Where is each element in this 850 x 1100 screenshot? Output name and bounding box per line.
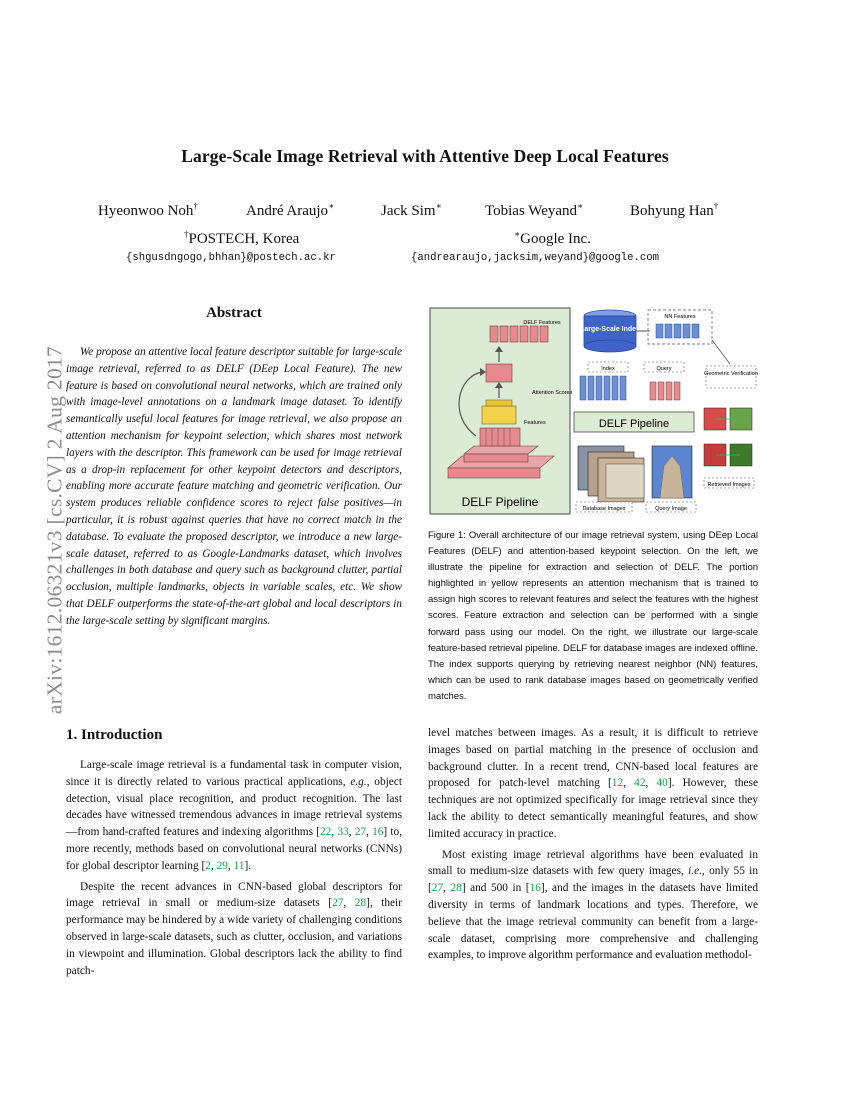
query-image <box>652 446 692 498</box>
features-label: Features <box>524 420 546 426</box>
intro-paragraph-1: Large-scale image retrieval is a fundamental task in computer vision, since it is directly related to various practical applications, e.g., object detection, visual place recognition, and product recognition. The last decades have witnessed tremendous advances in image retrieval systems—from hand-crafted features and indexing algorithms [22, 33, 27, 16] to, more recently, methods based on convolutional neural networks (CNNs) for global descriptor learning [2, 29, 11]. <box>66 759 403 872</box>
nn-feature-row <box>656 324 699 338</box>
right-pipeline-label: DELF Pipeline <box>598 418 670 430</box>
feature-layer-2 <box>464 446 538 454</box>
index-label: Large-Scale Index <box>580 326 640 333</box>
left-pipeline-label: DELF Pipeline <box>461 495 539 509</box>
cnn-blocks <box>480 428 520 446</box>
arxiv-identifier: arXiv:1612.06321v3 [cs.CV] 2 Aug 2017 <box>42 345 67 715</box>
citation-link[interactable]: 27 <box>431 882 444 895</box>
citation-link[interactable]: 27 <box>354 826 367 839</box>
query-box-label: Query <box>656 366 672 372</box>
database-image-stack <box>578 446 644 502</box>
intro-paragraph-3: level matches between images. As a result, it is difficult to retrieve images based on partial matching in the presence of occlusion and background clutter. In a recent trend, CNN-based local features are proposed for patch-level matching [12, 42, 40]. However, these techniques are not optimized specifically for image retrieval since they lack the ability to detect semantically meaningful features, and show limited accuracy in practice. <box>428 727 759 840</box>
citation-link[interactable]: 29 <box>216 859 228 872</box>
author-4: Tobias Weyand∗ <box>485 201 584 219</box>
intro-left-column <box>66 757 402 979</box>
citation-link[interactable]: 16 <box>529 882 541 895</box>
intro-right-column <box>428 725 758 964</box>
section-heading-introduction: 1. Introduction <box>66 727 163 743</box>
citation-link[interactable]: 16 <box>372 826 384 839</box>
author-3: Jack Sim∗ <box>381 201 442 219</box>
feature-layer-2-front <box>464 454 528 462</box>
figure-1 <box>428 306 758 518</box>
author-1: Hyeonwoo Noh† <box>98 201 198 219</box>
retrieved-label: Retrieved Images <box>707 482 751 488</box>
query-image-label: Query Image <box>655 506 687 512</box>
figure-caption: Figure 1: Overall architecture of our image retrieval system, using DEep Local Features (DELF) and attention-based keypoint selection. On the left, we illustrate the pipeline for extraction and selection of DELF. The portion highlighted in yellow represents an attention mechanism that is trained to assign high scores to relevant features and select the features with the highest scores. Feature extraction and selection can be performed with a single forward pass using our model. On the right, we illustrate our large-scale feature-based retrieval pipeline. DELF for database images are indexed offline. The index supports querying by retrieving nearest neighbor (NN) features, which can be used to rank database images based on geometrically verified matches. <box>428 530 758 702</box>
abstract-text: We propose an attentive local feature descriptor suitable for large-scale image retrieval, referred to as DELF (DEep Local Feature). The new feature is based on convolutional neural networks, which are trained only with image-level annotations on a landmark image dataset. To identify semantically useful local features for image retrieval, we also propose an attention mechanism for keypoint selection, which shares most network layers with the descriptor. This framework can be used for image retrieval as a drop-in replacement for other keypoint detectors and descriptors, enabling more accurate feature matching and geometric verification. Our system produces reliable confidence scores to reject false positives—in particular, it is robust against queries that have no correct match in the database. To evaluate the proposed descriptor, we introduce a new large-scale dataset, referred to as Google-Landmarks dataset, which involves challenges in both database and query such as background clutter, partial occlusion, multiple landmarks, objects in variable scales, etc. We show that DELF outperforms the state-of-the-art global and local descriptors in the large-scale setting by significant margins. <box>66 346 402 627</box>
citation-link[interactable]: 33 <box>337 826 349 839</box>
intro-paragraph-2: Despite the recent advances in CNN-based global descriptors for image retrieval in small or medium-size datasets [27, 28], their performance may be hindered by a wide variety of challenging conditions observed in large-scale datasets, such as clutter, occlusion, and variations in viewpoint and illumination. Global descriptors lack the ability to find patch- <box>66 880 402 977</box>
attention-block <box>482 406 516 424</box>
citation-link[interactable]: 11 <box>233 859 245 872</box>
paper-title: Large-Scale Image Retrieval with Attentive Deep Local Features <box>181 146 669 166</box>
affiliation-google: ∗Google Inc. <box>514 229 591 247</box>
citation-link[interactable]: 27 <box>332 897 344 910</box>
geometric-label: Geometric Verification <box>704 371 758 377</box>
feature-layer-base-front <box>448 468 540 478</box>
citation-link[interactable]: 12 <box>611 777 624 790</box>
author-2: André Araujo∗ <box>246 201 335 219</box>
selected-features-block <box>486 364 512 382</box>
query-feature-stack <box>650 382 680 400</box>
citation-link[interactable]: 28 <box>354 897 367 910</box>
geometric-verification-box <box>706 366 756 388</box>
database-label: Database Images <box>582 506 626 512</box>
index-feature-stack <box>580 376 626 400</box>
delf-features-label: DELF Features <box>523 320 561 326</box>
author-5: Bohyung Han† <box>630 201 719 219</box>
nn-features-label: NN Features <box>664 314 696 320</box>
citation-link[interactable]: 42 <box>634 777 646 790</box>
architecture-diagram <box>428 306 758 518</box>
citation-link[interactable]: 2 <box>205 859 211 872</box>
retrieved-image-grid <box>704 408 752 466</box>
citation-link[interactable]: 28 <box>450 882 462 895</box>
abstract-heading: Abstract <box>206 305 262 321</box>
citation-link[interactable]: 22 <box>320 826 332 839</box>
email-postech: {shgusdngogo,bhhan}@postech.ac.kr <box>126 252 336 264</box>
affiliation-postech: †POSTECH, Korea <box>184 229 300 247</box>
citation-link[interactable]: 40 <box>656 777 668 790</box>
index-box-label: Index <box>601 366 615 372</box>
attention-scores-label: Attention Scores <box>532 390 573 396</box>
intro-paragraph-4: Most existing image retrieval algorithms have been evaluated in small to medium-size datasets with few query images, i.e., only 55 in [27, 28] and 500 in [16], and the images in the datasets have limited diversity in terms of landmark locations and types. Therefore, we believe that the image retrieval community can benefit from a large-scale dataset, comprising more comprehensive and challenging examples, to improve algorithm performance and evaluation methodol- <box>428 848 759 962</box>
email-google: {andrearaujo,jacksim,weyand}@google.com <box>411 252 659 264</box>
